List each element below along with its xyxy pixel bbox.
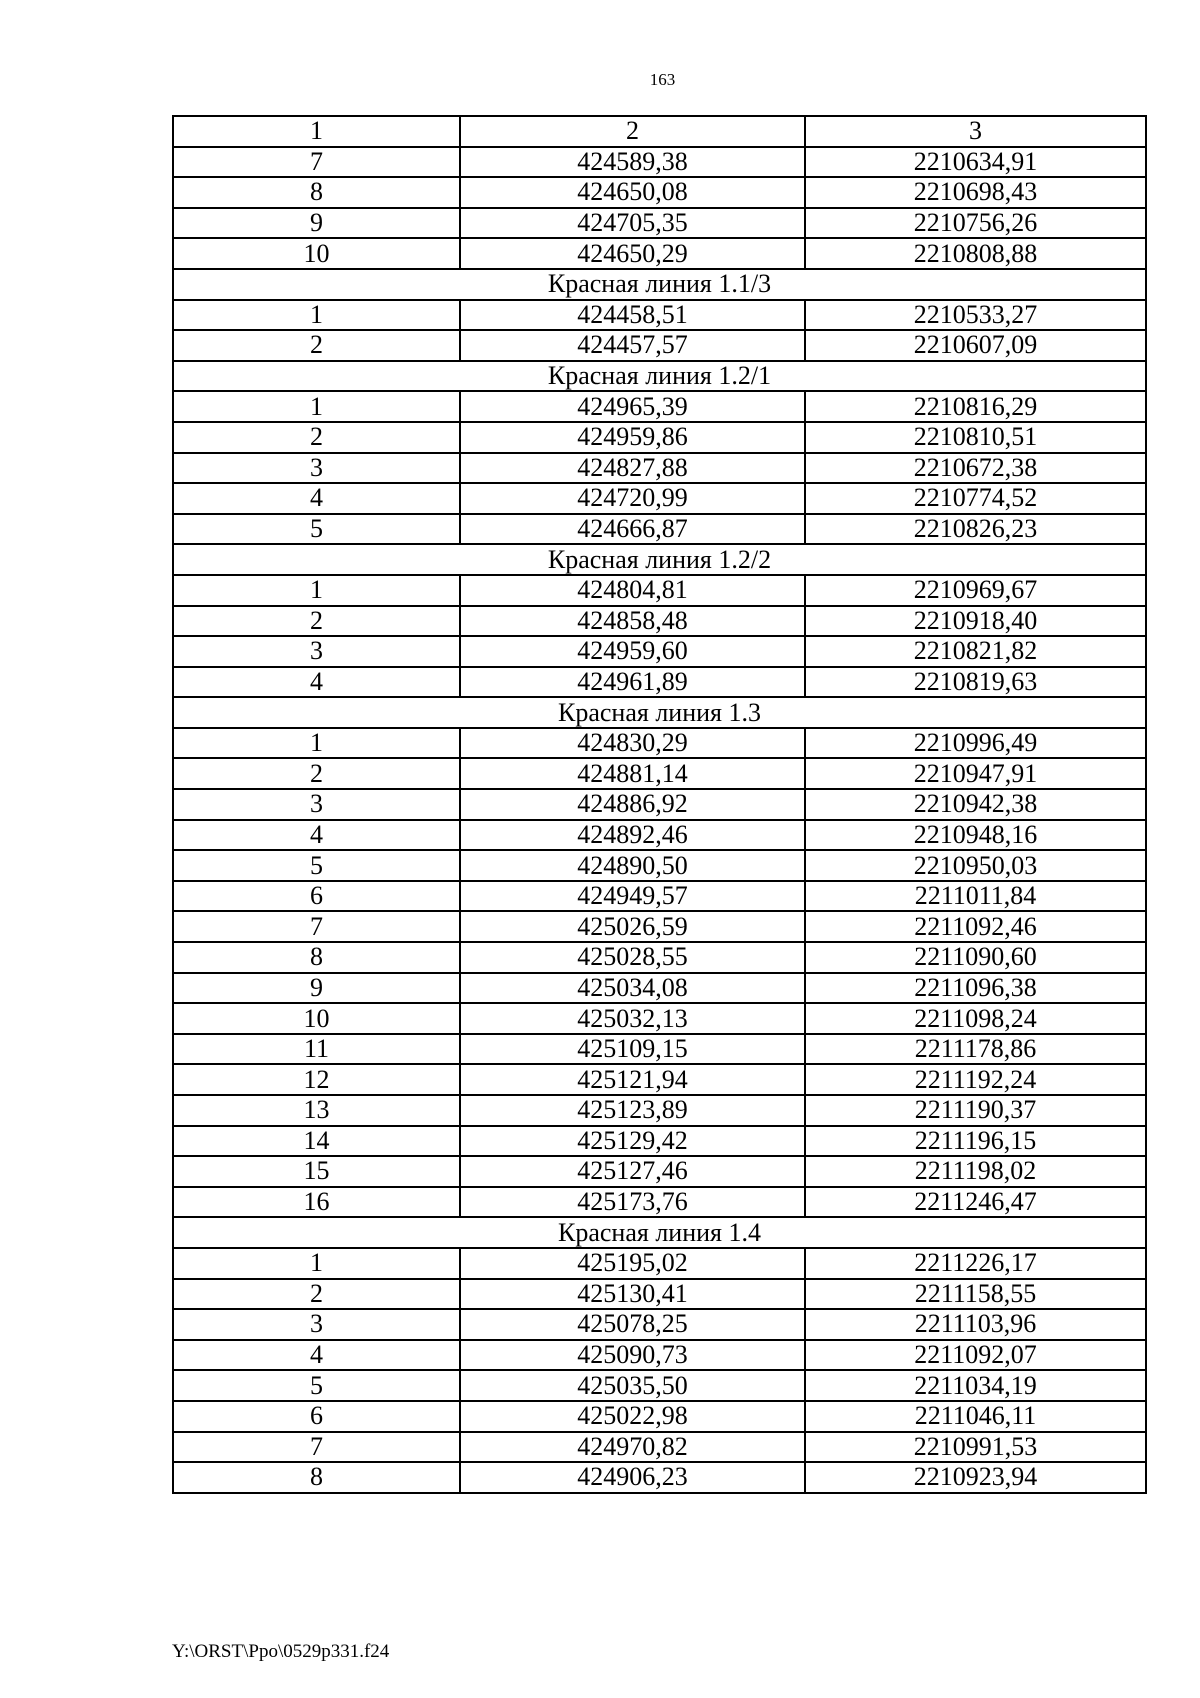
y-coordinate-cell: 2211190,37 bbox=[805, 1095, 1146, 1126]
table-row bbox=[173, 667, 1146, 698]
section-heading-row bbox=[173, 269, 1146, 300]
x-coordinate-cell: 424589,38 bbox=[460, 147, 805, 178]
point-number-cell: 2 bbox=[173, 1279, 460, 1310]
table-row bbox=[173, 942, 1146, 973]
x-coordinate-cell: 425127,46 bbox=[460, 1156, 805, 1187]
point-number-cell: 15 bbox=[173, 1156, 460, 1187]
point-number-cell: 7 bbox=[173, 147, 460, 178]
x-coordinate-cell: 425130,41 bbox=[460, 1279, 805, 1310]
x-coordinate-cell: 425035,50 bbox=[460, 1370, 805, 1401]
y-coordinate-cell: 2210918,40 bbox=[805, 606, 1146, 637]
point-number-cell: 9 bbox=[173, 208, 460, 239]
page-number: 163 bbox=[649, 70, 676, 89]
point-number-cell: 8 bbox=[173, 1462, 460, 1493]
x-coordinate-cell: 424886,92 bbox=[460, 789, 805, 820]
point-number-cell: 7 bbox=[173, 911, 460, 942]
y-coordinate-cell: 2211246,47 bbox=[805, 1187, 1146, 1218]
table-row bbox=[173, 300, 1146, 331]
point-number-cell: 4 bbox=[173, 1340, 460, 1371]
table-row bbox=[173, 1340, 1146, 1371]
y-coordinate-cell: 2211178,86 bbox=[805, 1034, 1146, 1065]
section-heading: Красная линия 1.1/3 bbox=[173, 269, 1146, 300]
table-row bbox=[173, 177, 1146, 208]
x-coordinate-cell: 425032,13 bbox=[460, 1003, 805, 1034]
y-coordinate-cell: 2210819,63 bbox=[805, 667, 1146, 698]
table-row bbox=[173, 1370, 1146, 1401]
x-coordinate-cell: 425123,89 bbox=[460, 1095, 805, 1126]
header-cell-3: 3 bbox=[805, 116, 1146, 147]
point-number-cell: 9 bbox=[173, 973, 460, 1004]
point-number-cell: 3 bbox=[173, 636, 460, 667]
table-row bbox=[173, 238, 1146, 269]
table-row bbox=[173, 728, 1146, 759]
y-coordinate-cell: 2210808,88 bbox=[805, 238, 1146, 269]
table-row bbox=[173, 1432, 1146, 1463]
y-coordinate-cell: 2211092,46 bbox=[805, 911, 1146, 942]
point-number-cell: 4 bbox=[173, 820, 460, 851]
x-coordinate-cell: 424959,60 bbox=[460, 636, 805, 667]
x-coordinate-cell: 424720,99 bbox=[460, 483, 805, 514]
point-number-cell: 3 bbox=[173, 1309, 460, 1340]
coordinates-table-body bbox=[173, 116, 1146, 1493]
point-number-cell: 6 bbox=[173, 881, 460, 912]
point-number-cell: 5 bbox=[173, 514, 460, 545]
table-row bbox=[173, 881, 1146, 912]
point-number-cell: 6 bbox=[173, 1401, 460, 1432]
table-row bbox=[173, 1095, 1146, 1126]
x-coordinate-cell: 424858,48 bbox=[460, 606, 805, 637]
table-row bbox=[173, 330, 1146, 361]
point-number-cell: 8 bbox=[173, 942, 460, 973]
point-number-cell: 3 bbox=[173, 453, 460, 484]
point-number-cell: 10 bbox=[173, 238, 460, 269]
y-coordinate-cell: 2210698,43 bbox=[805, 177, 1146, 208]
header-cell-2: 2 bbox=[460, 116, 805, 147]
header-cell-1: 1 bbox=[173, 116, 460, 147]
table-row bbox=[173, 1248, 1146, 1279]
y-coordinate-cell: 2210950,03 bbox=[805, 850, 1146, 881]
point-number-cell: 7 bbox=[173, 1432, 460, 1463]
table-row bbox=[173, 606, 1146, 637]
table-row bbox=[173, 147, 1146, 178]
section-heading-row bbox=[173, 361, 1146, 392]
x-coordinate-cell: 424892,46 bbox=[460, 820, 805, 851]
x-coordinate-cell: 425121,94 bbox=[460, 1064, 805, 1095]
table-row bbox=[173, 575, 1146, 606]
point-number-cell: 14 bbox=[173, 1126, 460, 1157]
y-coordinate-cell: 2210948,16 bbox=[805, 820, 1146, 851]
x-coordinate-cell: 424970,82 bbox=[460, 1432, 805, 1463]
y-coordinate-cell: 2210774,52 bbox=[805, 483, 1146, 514]
y-coordinate-cell: 2211092,07 bbox=[805, 1340, 1146, 1371]
y-coordinate-cell: 2210816,29 bbox=[805, 391, 1146, 422]
table-row bbox=[173, 850, 1146, 881]
section-heading-row bbox=[173, 1217, 1146, 1248]
point-number-cell: 5 bbox=[173, 850, 460, 881]
table-row bbox=[173, 789, 1146, 820]
point-number-cell: 11 bbox=[173, 1034, 460, 1065]
table-row bbox=[173, 820, 1146, 851]
point-number-cell: 2 bbox=[173, 422, 460, 453]
x-coordinate-cell: 425195,02 bbox=[460, 1248, 805, 1279]
table-row bbox=[173, 636, 1146, 667]
point-number-cell: 1 bbox=[173, 300, 460, 331]
table-row bbox=[173, 973, 1146, 1004]
x-coordinate-cell: 424458,51 bbox=[460, 300, 805, 331]
point-number-cell: 1 bbox=[173, 1248, 460, 1279]
point-number-cell: 4 bbox=[173, 483, 460, 514]
footer-file-path: Y:\ORST\Ppo\0529p331.f24 bbox=[172, 1641, 390, 1662]
point-number-cell: 2 bbox=[173, 606, 460, 637]
table-row bbox=[173, 1126, 1146, 1157]
y-coordinate-cell: 2211196,15 bbox=[805, 1126, 1146, 1157]
point-number-cell: 2 bbox=[173, 330, 460, 361]
x-coordinate-cell: 425034,08 bbox=[460, 973, 805, 1004]
x-coordinate-cell: 425109,15 bbox=[460, 1034, 805, 1065]
section-heading: Красная линия 1.3 bbox=[173, 697, 1146, 728]
point-number-cell: 1 bbox=[173, 575, 460, 606]
x-coordinate-cell: 425090,73 bbox=[460, 1340, 805, 1371]
y-coordinate-cell: 2210923,94 bbox=[805, 1462, 1146, 1493]
point-number-cell: 5 bbox=[173, 1370, 460, 1401]
table-row bbox=[173, 208, 1146, 239]
x-coordinate-cell: 425028,55 bbox=[460, 942, 805, 973]
y-coordinate-cell: 2211096,38 bbox=[805, 973, 1146, 1004]
y-coordinate-cell: 2210947,91 bbox=[805, 758, 1146, 789]
y-coordinate-cell: 2210756,26 bbox=[805, 208, 1146, 239]
x-coordinate-cell: 424650,29 bbox=[460, 238, 805, 269]
x-coordinate-cell: 424705,35 bbox=[460, 208, 805, 239]
point-number-cell: 1 bbox=[173, 391, 460, 422]
table-row bbox=[173, 1034, 1146, 1065]
table-row bbox=[173, 1309, 1146, 1340]
x-coordinate-cell: 424949,57 bbox=[460, 881, 805, 912]
table-row bbox=[173, 1462, 1146, 1493]
x-coordinate-cell: 424961,89 bbox=[460, 667, 805, 698]
x-coordinate-cell: 425129,42 bbox=[460, 1126, 805, 1157]
x-coordinate-cell: 424827,88 bbox=[460, 453, 805, 484]
point-number-cell: 2 bbox=[173, 758, 460, 789]
table-row bbox=[173, 1003, 1146, 1034]
y-coordinate-cell: 2210991,53 bbox=[805, 1432, 1146, 1463]
table-row bbox=[173, 758, 1146, 789]
point-number-cell: 10 bbox=[173, 1003, 460, 1034]
table-row bbox=[173, 1401, 1146, 1432]
x-coordinate-cell: 424959,86 bbox=[460, 422, 805, 453]
table-row bbox=[173, 1279, 1146, 1310]
coordinates-table bbox=[172, 115, 1147, 1494]
table-row bbox=[173, 1187, 1146, 1218]
x-coordinate-cell: 424906,23 bbox=[460, 1462, 805, 1493]
table-header-row bbox=[173, 116, 1146, 147]
x-coordinate-cell: 425026,59 bbox=[460, 911, 805, 942]
y-coordinate-cell: 2210533,27 bbox=[805, 300, 1146, 331]
x-coordinate-cell: 424650,08 bbox=[460, 177, 805, 208]
x-coordinate-cell: 425078,25 bbox=[460, 1309, 805, 1340]
point-number-cell: 16 bbox=[173, 1187, 460, 1218]
y-coordinate-cell: 2211192,24 bbox=[805, 1064, 1146, 1095]
y-coordinate-cell: 2211098,24 bbox=[805, 1003, 1146, 1034]
point-number-cell: 3 bbox=[173, 789, 460, 820]
section-heading: Красная линия 1.4 bbox=[173, 1217, 1146, 1248]
y-coordinate-cell: 2210942,38 bbox=[805, 789, 1146, 820]
y-coordinate-cell: 2210996,49 bbox=[805, 728, 1146, 759]
y-coordinate-cell: 2211198,02 bbox=[805, 1156, 1146, 1187]
table-row bbox=[173, 911, 1146, 942]
y-coordinate-cell: 2211046,11 bbox=[805, 1401, 1146, 1432]
x-coordinate-cell: 424666,87 bbox=[460, 514, 805, 545]
y-coordinate-cell: 2210969,67 bbox=[805, 575, 1146, 606]
y-coordinate-cell: 2211103,96 bbox=[805, 1309, 1146, 1340]
point-number-cell: 12 bbox=[173, 1064, 460, 1095]
y-coordinate-cell: 2211226,17 bbox=[805, 1248, 1146, 1279]
y-coordinate-cell: 2210634,91 bbox=[805, 147, 1146, 178]
table-row bbox=[173, 483, 1146, 514]
y-coordinate-cell: 2210810,51 bbox=[805, 422, 1146, 453]
y-coordinate-cell: 2211158,55 bbox=[805, 1279, 1146, 1310]
section-heading: Красная линия 1.2/2 bbox=[173, 544, 1146, 575]
x-coordinate-cell: 425173,76 bbox=[460, 1187, 805, 1218]
x-coordinate-cell: 425022,98 bbox=[460, 1401, 805, 1432]
y-coordinate-cell: 2210821,82 bbox=[805, 636, 1146, 667]
y-coordinate-cell: 2210672,38 bbox=[805, 453, 1146, 484]
table-row bbox=[173, 453, 1146, 484]
table-row bbox=[173, 422, 1146, 453]
y-coordinate-cell: 2210607,09 bbox=[805, 330, 1146, 361]
x-coordinate-cell: 424804,81 bbox=[460, 575, 805, 606]
table-row bbox=[173, 1156, 1146, 1187]
section-heading-row bbox=[173, 697, 1146, 728]
point-number-cell: 8 bbox=[173, 177, 460, 208]
x-coordinate-cell: 424830,29 bbox=[460, 728, 805, 759]
x-coordinate-cell: 424890,50 bbox=[460, 850, 805, 881]
section-heading-row bbox=[173, 544, 1146, 575]
x-coordinate-cell: 424457,57 bbox=[460, 330, 805, 361]
table-row bbox=[173, 391, 1146, 422]
point-number-cell: 1 bbox=[173, 728, 460, 759]
y-coordinate-cell: 2211090,60 bbox=[805, 942, 1146, 973]
point-number-cell: 4 bbox=[173, 667, 460, 698]
y-coordinate-cell: 2211034,19 bbox=[805, 1370, 1146, 1401]
y-coordinate-cell: 2211011,84 bbox=[805, 881, 1146, 912]
table-row bbox=[173, 514, 1146, 545]
table-row bbox=[173, 1064, 1146, 1095]
point-number-cell: 13 bbox=[173, 1095, 460, 1126]
x-coordinate-cell: 424881,14 bbox=[460, 758, 805, 789]
section-heading: Красная линия 1.2/1 bbox=[173, 361, 1146, 392]
x-coordinate-cell: 424965,39 bbox=[460, 391, 805, 422]
y-coordinate-cell: 2210826,23 bbox=[805, 514, 1146, 545]
